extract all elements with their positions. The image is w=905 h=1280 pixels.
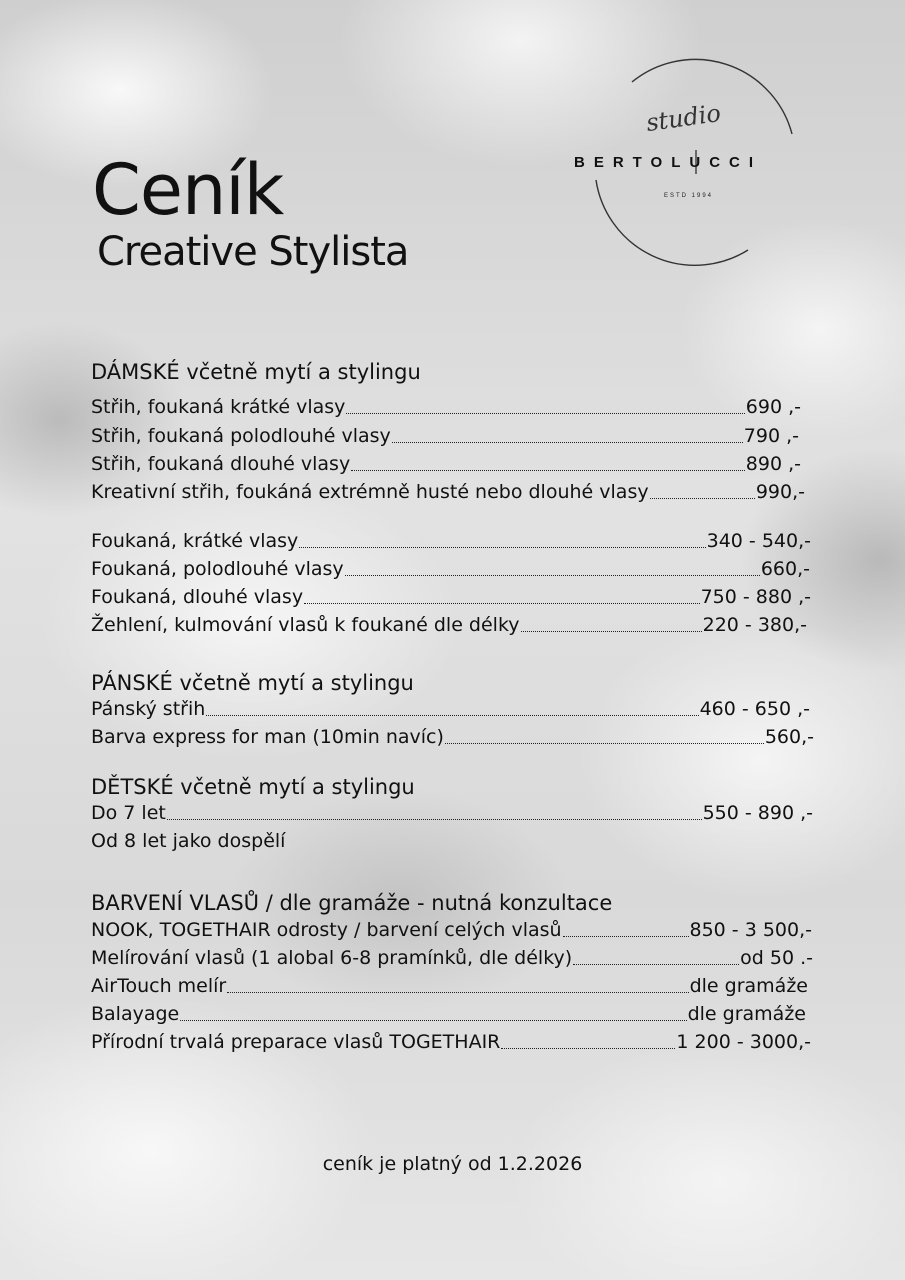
dot-leader: [351, 465, 745, 471]
service-price: 460 - 650 ,-: [699, 698, 810, 720]
page-title: Ceník: [92, 149, 284, 231]
service-name: Přírodní trvalá preparace vlasů TOGETHAIR: [91, 1031, 501, 1053]
service-price: 340 - 540,-: [706, 530, 811, 552]
price-row: [91, 921, 812, 940]
dot-leader: [227, 987, 688, 993]
page-subtitle: Creative Stylista: [97, 229, 409, 275]
logo-estd: ESTD 1994: [664, 193, 714, 199]
dot-leader: [501, 1043, 675, 1049]
service-name: Střih, foukaná dlouhé vlasy: [91, 453, 351, 475]
service-price: 560,-: [764, 726, 814, 748]
service-name: Střih, foukaná polodlouhé vlasy: [91, 425, 391, 447]
section-heading-panske: PÁNSKÉ včetně mytí a stylingu: [91, 671, 414, 695]
service-name: AirTouch melír: [91, 975, 227, 997]
service-price: dle gramáže: [689, 975, 808, 997]
dot-leader: [563, 931, 689, 937]
service-price: od 50 .-: [740, 947, 813, 969]
price-row: [91, 616, 807, 635]
dot-leader: [206, 710, 698, 716]
service-name: Barva express for man (10min navíc): [91, 726, 444, 748]
service-name: Pánský střih: [91, 698, 206, 720]
section-heading-detske: DĚTSKÉ včetně mytí a stylingu: [91, 775, 415, 799]
service-price: 990,-: [755, 481, 805, 503]
price-row: [91, 700, 810, 719]
section-heading-damske: DÁMSKÉ včetně mytí a stylingu: [91, 360, 421, 384]
service-name: Foukaná, dlouhé vlasy: [91, 586, 304, 608]
dot-leader: [167, 814, 702, 820]
price-row: [91, 455, 801, 474]
dot-leader: [180, 1015, 686, 1021]
service-price: 550 - 890 ,-: [702, 802, 813, 824]
service-name: NOOK, TOGETHAIR odrosty / barvení celých vlasů: [91, 919, 562, 941]
service-price: 790 ,-: [743, 425, 799, 447]
service-price: 850 - 3 500,-: [689, 919, 812, 941]
service-price: 220 - 380,-: [702, 614, 807, 636]
service-price: 890 ,-: [745, 453, 801, 475]
service-name: Žehlení, kulmování vlasů k foukané dle délky: [91, 614, 520, 636]
service-name: Kreativní střih, foukáná extrémně husté nebo dlouhé vlasy: [91, 481, 649, 503]
dot-leader: [299, 542, 705, 548]
dot-leader: [445, 738, 764, 744]
children-note: Od 8 let jako dospělí: [91, 830, 286, 852]
dot-leader: [650, 493, 755, 499]
validity-note: ceník je platný od 1.2.2026: [322, 1153, 583, 1175]
service-price: dle gramáže: [687, 1003, 806, 1025]
price-row: [91, 532, 811, 551]
studio-logo: [560, 58, 830, 273]
logo-name: BERTOLUCCI: [574, 154, 763, 171]
price-row: [91, 949, 813, 968]
price-row: [91, 588, 811, 607]
service-name: Foukaná, polodlouhé vlasy: [91, 558, 344, 580]
service-name: Balayage: [91, 1003, 180, 1025]
price-row: [91, 560, 810, 579]
price-row: [91, 398, 801, 417]
section-heading-barveni: BARVENÍ VLASŮ / dle gramáže - nutná konzultace: [91, 891, 613, 915]
service-price: 750 - 880 ,-: [700, 586, 811, 608]
service-name: Foukaná, krátké vlasy: [91, 530, 299, 552]
price-row: [91, 1033, 811, 1052]
service-price: 660,-: [760, 558, 810, 580]
service-name: Melírování vlasů (1 alobal 6-8 pramínků, dle délky): [91, 947, 573, 969]
dot-leader: [304, 598, 700, 604]
service-price: 1 200 - 3000,-: [676, 1031, 811, 1053]
price-row: [91, 483, 805, 502]
dot-leader: [573, 959, 739, 965]
price-row: [91, 804, 813, 823]
price-row: [91, 1005, 806, 1024]
service-name: Do 7 let: [91, 802, 166, 824]
service-price: 690 ,-: [745, 396, 801, 418]
dot-leader: [345, 570, 760, 576]
dot-leader: [521, 626, 702, 632]
price-row: [91, 728, 814, 747]
dot-leader: [392, 437, 743, 443]
price-row: [91, 427, 799, 446]
dot-leader: [346, 408, 744, 414]
price-row: [91, 977, 808, 996]
logo-script-text: studio: [644, 98, 723, 138]
service-name: Střih, foukaná krátké vlasy: [91, 396, 346, 418]
